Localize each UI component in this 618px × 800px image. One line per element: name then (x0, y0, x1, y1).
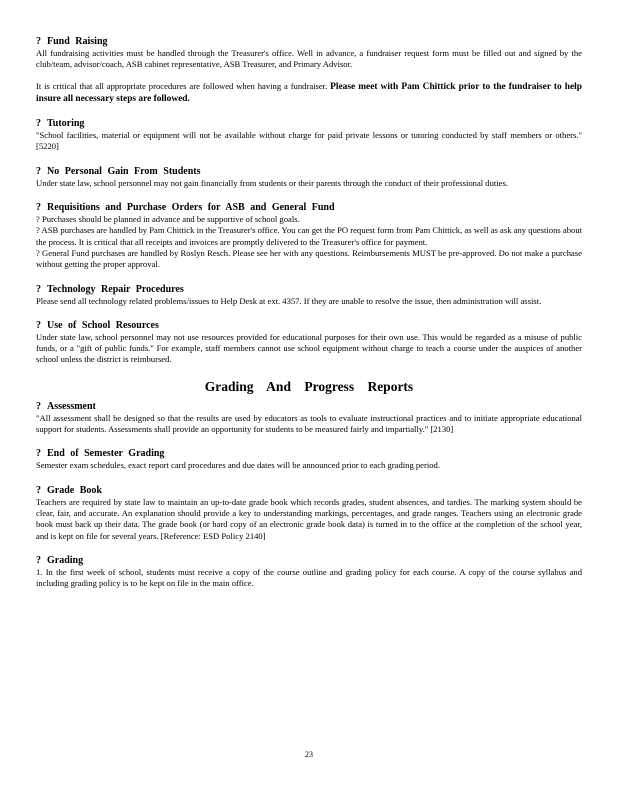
section-paragraph: 1. In the first week of school, students must receive a copy of the course outline and grading policy for each course. A copy of the course syllabus and including grading policy is to be kept on file in the main office. (36, 566, 582, 589)
section-paragraph: Please send all technology related problems/issues to Help Desk at ext. 4357. If they are unable to resolve the issue, then administration will assist. (36, 295, 542, 306)
section-assessment (36, 401, 582, 436)
section-no-personal-gain (36, 166, 582, 189)
section-heading: ? Assessment (36, 400, 96, 412)
section-paragraph: Under state law, school personnel may not gain financially from students or their parents through the conduct of their professional duties. (36, 177, 508, 188)
bullet-item: ? General Fund purchases are handled by Roslyn Resch. Please see her with any questions. Reimbursements MUST be pre-approved. Do not make a purchase without getting the proper approval. (36, 247, 582, 270)
section-paragraph: "School facilities, material or equipment will not be available without charge for paid private lessons or tutoring conducted by staff members or others." [5220] (36, 130, 582, 152)
bold-instruction: Please meet with Pam Chittick prior to the fundraiser to help insure all necessary steps are followed. (36, 81, 582, 104)
document-page (36, 36, 582, 602)
section-heading: ? Technology Repair Procedures (36, 283, 184, 295)
section-heading: ? Grading (36, 554, 84, 566)
section-requisitions (36, 202, 582, 270)
section-paragraph: Under state law, school personnel may not use resources provided for educational purposes for their own use. This would be regarded as a misuse of public funds, or a "gift of public funds." For example, staff members cannot use school equipment without charge to teach a course under the auspices of another school unless the district is reimbursed. (36, 331, 582, 365)
section-heading: ? Tutoring (36, 118, 85, 130)
bullet-item: ? Purchases should be planned in advance and be supportive of school goals. (36, 214, 300, 225)
section-school-resources (36, 320, 582, 366)
section-paragraph: It is critical that all appropriate procedures are followed when having a fundraiser. Please meet with Pam Chittick prior to the fundraiser to help insure all necessary steps are followed. (36, 80, 582, 104)
chapter-title: Grading And Progress Reports (204, 378, 414, 394)
section-grading (36, 555, 582, 590)
section-heading: ? Requisitions and Purchase Orders for ASB and General Fund (36, 202, 335, 214)
section-heading: ? End of Semester Grading (36, 448, 165, 460)
section-paragraph: Teachers are required by state law to maintain an up-to-date grade book which records grades, student absences, and tardies. The marking system should be clear, fair, and accurate. An explanation should provide a key to understanding markings, percentages, and grade ranges. Teachers using an electronic grade book must back up their data. The grade book (or hard copy of an electronic grade book data) is turned in to the office at the completion of the school year, and is kept on file for several years. [Reference: ESD Policy 2140] (36, 496, 582, 541)
section-heading: ? Grade Book (36, 484, 102, 496)
section-tutoring (36, 118, 582, 153)
section-heading: ? No Personal Gain From Students (36, 165, 201, 177)
section-end-of-semester (36, 448, 582, 471)
section-fund-raising (36, 36, 582, 105)
section-paragraph: All fundraising activities must be handled through the Treasurer's office. Well in advance, a fundraiser request form must be filled out and signed by the club/team, advisor/coach, ASB cabinet representative, ASB Treasurer, and Primary Advisor. (36, 48, 582, 70)
section-grade-book (36, 485, 582, 542)
section-paragraph: Semester exam schedules, exact report card procedures and due dates will be announced prior to each grading period. (36, 460, 440, 471)
section-heading: ? Fund Raising (36, 36, 108, 47)
page-number: 23 (305, 750, 313, 759)
bullet-item: ? ASB purchases are handled by Pam Chittick in the Treasurer's office. You can get the PO request form from Pam Chittick, as well as ask any questions about the process. It is critical that all receipts and invoices are promptly delivered to the Treasurer's office for payment. (36, 225, 582, 247)
section-heading: ? Use of School Resources (36, 319, 159, 331)
section-technology-repair (36, 284, 582, 307)
section-paragraph: "All assessment shall be designed so that the results are used by educators as tools to evaluate instructional practices and to initiate appropriate educational support for students. Assessments shall provide an opportunity for students to be measured fairly and impartially." [2130] (36, 412, 582, 435)
